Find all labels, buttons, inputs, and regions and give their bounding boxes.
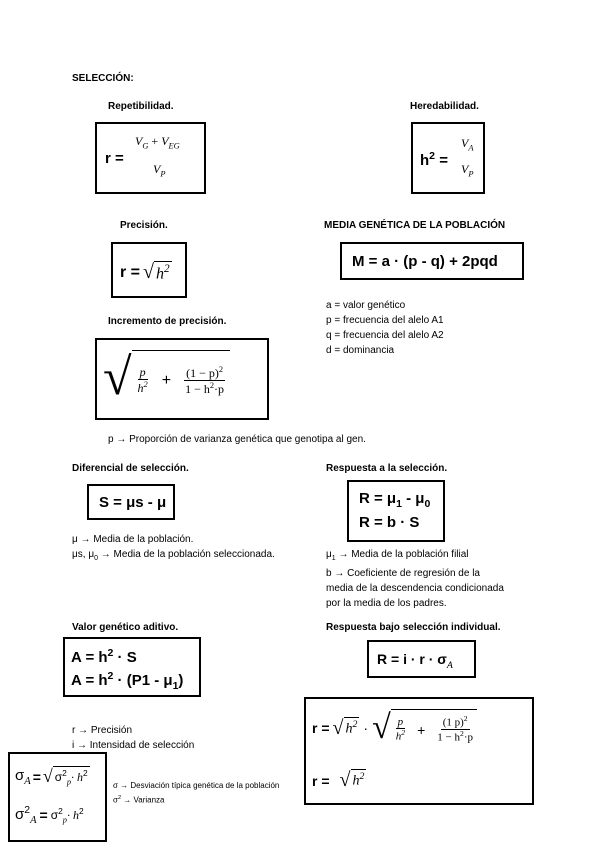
repetibilidad-numerator: $V_G + V_{EG}$	[135, 134, 180, 151]
heredabilidad-numerator: $V_A$	[461, 136, 474, 153]
valor-aditivo-line-1: $A = h^2 \cdot S$	[71, 647, 137, 666]
legend-i: i → Intensidad de selección	[72, 740, 195, 751]
valor-aditivo-box	[63, 637, 201, 697]
respuesta-line-2: R = b · S	[359, 514, 420, 531]
incremento-note: p → Proporción de varianza genética que genotipa al gen.	[108, 434, 366, 445]
valor-aditivo-line-2: $A = h^2 \cdot (P1 - \mu_1)$	[71, 670, 184, 692]
sigma-line-2: $\sigma^2_A$ = $\sigma^2_p\cdot h^2$	[15, 804, 84, 826]
legend-a: a = valor genético	[326, 300, 406, 311]
respuesta-line-1: $R = \mu_1 - \mu_0$	[359, 490, 431, 510]
big-formula-line-2: r = √ $h^2$	[312, 769, 365, 791]
precision-box	[111, 242, 187, 298]
precision-sqrt: √ $h^2$	[143, 261, 170, 283]
media-genetica-legend	[326, 298, 444, 358]
sigma-legend	[113, 779, 279, 807]
respuesta-individual-title: Respuesta bajo selección individual.	[326, 622, 501, 633]
diferencial-legend	[72, 532, 275, 566]
respuesta-legend-b-3: por la media de los padres.	[326, 598, 447, 609]
section-title: SELECCIÓN:	[72, 73, 134, 84]
legend-r: r → Precisión	[72, 725, 133, 736]
valor-aditivo-title: Valor genético aditivo.	[72, 622, 179, 633]
legend-p: p = frecuencia del alelo A1	[326, 315, 444, 326]
repetibilidad-title: Repetibilidad.	[108, 101, 174, 112]
repetibilidad-denominator: $V_P$	[153, 162, 166, 179]
legend-q: q = frecuencia del alelo A2	[326, 330, 444, 341]
incremento-formula: √ $\frac{p}{h^2}$ + $\frac{(1 - p)^2}{1 - h^2\cdot p}$	[103, 350, 230, 406]
incremento-fraction-2: $\frac{(1 - p)^2}{1 - h^2\cdot p}$	[185, 364, 225, 396]
respuesta-individual-formula: $R = i \cdot r \cdot \sigma_A$	[377, 651, 453, 671]
diferencial-box	[87, 484, 175, 520]
heredabilidad-lhs: $h^2$ =	[420, 150, 448, 169]
heredabilidad-box	[411, 122, 485, 194]
repetibilidad-box	[95, 122, 206, 194]
heredabilidad-denominator: $V_P$	[461, 162, 474, 179]
diferencial-title: Diferencial de selección.	[72, 463, 189, 474]
respuesta-box	[347, 480, 445, 542]
respuesta-legend-mu1: $\mu_1$ → Media de la población filial	[326, 549, 469, 562]
respuesta-legend-b-2: media de la descendencia condicionada	[326, 583, 504, 594]
valor-aditivo-legend	[72, 723, 194, 753]
diferencial-formula: S = μs - μ	[99, 494, 167, 511]
media-genetica-box	[340, 242, 524, 280]
sigma-box	[8, 752, 107, 842]
media-genetica-title: MEDIA GENÉTICA DE LA POBLACIÓN	[324, 220, 506, 231]
repetibilidad-lhs: r =	[105, 150, 124, 167]
respuesta-individual-box	[367, 640, 476, 678]
incremento-fraction-1: $\frac{p}{h^2}$	[137, 364, 148, 395]
diferencial-legend-mu: μ → Media de la población.	[72, 534, 194, 545]
respuesta-legend	[326, 547, 504, 611]
sigma-line-1: $\sigma_A$ = √ $\sigma^2_p\cdot h^2$	[15, 766, 88, 787]
diferencial-legend-mus: μs, $\mu_0$ → Media de la población seleccionada.	[72, 549, 275, 562]
incremento-title: Incremento de precisión.	[108, 316, 227, 327]
legend-d: d = dominancia	[326, 345, 395, 356]
sigma-legend-varianza: $\sigma^2$ → Varianza	[113, 795, 165, 805]
media-genetica-formula: M = a · (p - q) + 2pqd	[352, 253, 498, 270]
sigma-legend-desviacion: σ → Desviación típica genética de la población	[113, 781, 280, 790]
incremento-box	[95, 338, 269, 420]
respuesta-individual-big-box	[304, 697, 534, 805]
precision-title: Precisión.	[120, 220, 168, 231]
big-formula-line-1: r = √ $h^2$ · √ $\frac{p}{h^2}$ + $\frac{(1 p)^2}{1 - h^2\cdot p}$	[312, 709, 477, 747]
respuesta-title: Respuesta a la selección.	[326, 463, 448, 474]
heredabilidad-title: Heredabilidad.	[410, 101, 479, 112]
respuesta-legend-b: b → Coeficiente de regresión de la	[326, 568, 480, 579]
precision-formula: r = √ $h^2$	[120, 261, 170, 283]
